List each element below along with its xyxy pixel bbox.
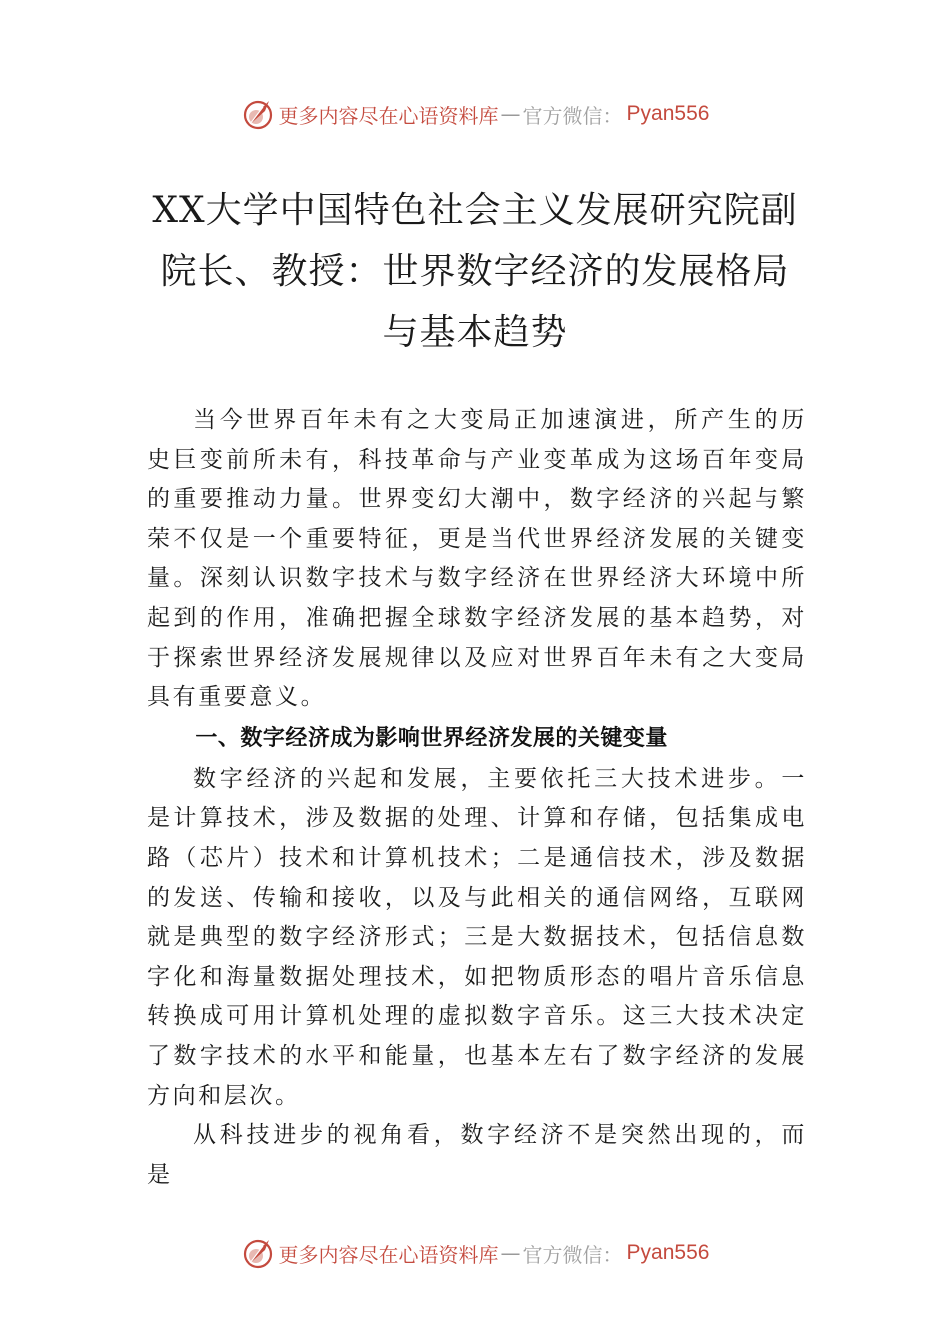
watermark-wechat-id: Pyan556	[626, 1241, 710, 1264]
watermark-wechat-id: Pyan556	[626, 102, 710, 125]
section-paragraph: 数字经济的兴起和发展，主要依托三大技术进步。一是计算技术，涉及数据的处理、计算和存储，包括集成电路（芯片）技术和计算机技术；二是通信技术，涉及数据的发送、传输和接收，以及与此相关的通信网络，互联网就是典型的数字经济形式；三是大数据技术，包括信息数字化和海量数据处理技术，如把物质形态的唱片音乐信息转换成可用计算机处理的虚拟数字音乐。这三大技术决定了数字技术的水平和能量，也基本左右了数字经济的发展方向和层次。	[147, 765, 807, 1109]
watermark-header	[0, 94, 950, 134]
quill-pen-logo-icon	[241, 97, 275, 131]
watermark-dash: —	[500, 1241, 521, 1265]
section-heading: 一、数字经济成为影响世界经济发展的关键变量	[195, 725, 668, 751]
document-body	[147, 401, 807, 1195]
watermark-wechat-label: 官方微信：	[522, 103, 623, 128]
section-paragraph: 从科技进步的视角看，数字经济不是突然出现的，而是	[147, 1122, 807, 1188]
watermark-site-name: 更多内容尽在心语资料库	[278, 1242, 499, 1267]
watermark-dash: —	[500, 102, 521, 126]
watermark-wechat-label: 官方微信：	[522, 1242, 623, 1267]
watermark-site-name: 更多内容尽在心语资料库	[278, 103, 499, 128]
intro-paragraph: 当今世界百年未有之大变局正加速演进，所产生的历史巨变前所未有，科技革命与产业变革成为这场百年变局的重要推动力量。世界变幻大潮中，数字经济的兴起与繁荣不仅是一个重要特征，更是当代世界经济发展的关键变量。深刻认识数字技术与数字经济在世界经济大环境中所起到的作用，准确把握全球数字经济发展的基本趋势，对于探索世界经济发展规律以及应对世界百年未有之大变局具有重要意义。	[147, 407, 807, 711]
quill-pen-logo-icon	[241, 1236, 275, 1270]
watermark-footer	[0, 1233, 950, 1273]
document-title: XX大学中国特色社会主义发展研究院副院长、教授：世界数字经济的发展格局与基本趋势	[152, 190, 798, 353]
